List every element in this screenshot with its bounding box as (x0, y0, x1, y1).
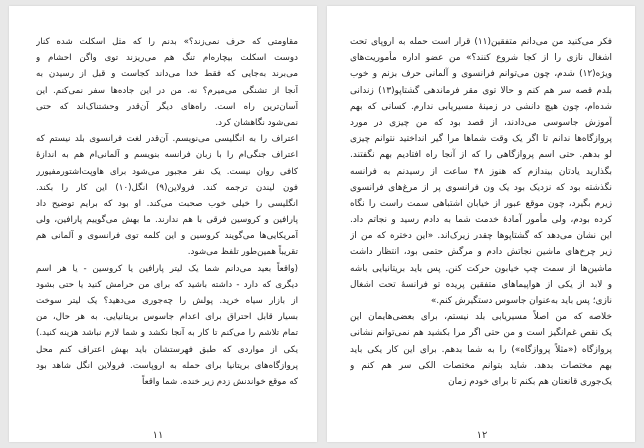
text-line: کرده بودم، ولی مأمور آمادهٔ خدمت شما به دادم رسید و نجاتم داد. (350, 215, 612, 226)
text-line: ویژه(۱۲) شدم، چون می‌توانم فرانسوی و آلمانی حرف بزنم و خوب (350, 69, 612, 80)
text-line: انگلیسی را خیلی خوب صحبت می‌کند. او بود که برایم توضیح داد (36, 198, 298, 209)
text-line: بلدم قصه سر هم کنم و حالا توی مقر فرماندهی گشتاپو(۱۳) زندانی (350, 85, 612, 96)
text-line: یک نقص غم‌انگیز است و من حتی اگر مرا بکشید هم نمی‌توانم نشانی (350, 328, 612, 339)
text-line: پروازگاه‌ها ندانم تا اگر یک وقت شماها مرا گیر انداختید نتوانم چیزی (350, 134, 612, 145)
text-line: آموزش جاسوسی می‌دادند، از قصد بود که من چیزی در مورد (350, 117, 612, 128)
text-line: اعتراف را به انگلیسی می‌نویسم. آن‌قدر لغت فرانسوی بلد نیستم که (36, 134, 298, 145)
text-line: از بازار سیاه خرید. پولش را چه‌جوری می‌دهید؟ یک لیتر سوخت (36, 296, 298, 306)
text-line: این نشان می‌دهد که گشتاپوها چقدر زیرک‌اند. «این دختره که من از (350, 231, 612, 242)
text-line: یکی از مواردی که طبق فهرستشان باید بهش اعتراف کنم محل (36, 344, 298, 355)
text-line: بسیار قابل احتراق برای اعدام جاسوس بریتانیایی. به هر حال، من (36, 312, 298, 323)
text-line: آسان‌ترین راه است. راه‌های دیگر آن‌قدر وحشتناک‌اند که حتی (36, 101, 298, 112)
text-line: بهم مختصات بدهد. شاید بتوانم مختصات الکی سر هم کنم و (350, 360, 612, 371)
text-line: پروازگاه‌های بریتانیا برای حمله به اروپاست. فرولاین انگل شاهد بود (36, 360, 298, 371)
text-line: آنجا از تشنگی می‌میرم؟ نه. من در این جاده‌ها سفر نمی‌کنم. این (36, 85, 298, 96)
page-number: ۱۲ (476, 430, 488, 441)
text-line: نگذشته بود که نزدیک بود یک ون فرانسوی پر از مرغ‌های فرانسوی (350, 182, 612, 193)
text-line: خلاصه که من اصلاً مسیریابی بلد نیستم، برای بعضی‌هایمان این (350, 312, 612, 323)
right-page (327, 6, 635, 442)
text-line: مقاومتی که حرف نمی‌زند؟» بدنم را که مثل اسکلت شده کنار (36, 37, 298, 47)
text-line: شده‌ام، چون هیچ دانشی در زمینهٔ مسیریابی ندارم. کسانی که بهم (350, 101, 612, 112)
text-line: نمی‌شود نگاهشان کرد. (215, 117, 298, 128)
text-line: آمریکایی‌ها می‌گویند کروسین و این کلمه توی فرانسوی و آلمانی هم (36, 231, 298, 242)
text-line: (واقعاً بعید می‌دانم شما یک لیتر پارافین یا کروسین - یا هر اسم (36, 263, 298, 274)
text-line: تقریباً همین‌طور تلفظ می‌شود. (187, 247, 298, 258)
text-line: زیر چرخ‌های ماشین نجاتش دادم و مرگش حتمی بود، انتظار داشت (350, 247, 612, 258)
text-line: اشغال نازی را از کجا شروع کنند؟» من عضو اداره مأموریت‌های (350, 53, 612, 64)
text-line: پارافین و کروسین فرقی با هم ندارند. ما بهش می‌گوییم پارافین، ولی (36, 215, 298, 226)
text-line: ماشین‌ها از سمت چپ خیابون حرکت کنن. پس باید بریتانیایی باشه (350, 263, 612, 274)
text-line: می‌برند به‌جایی که فقط خدا می‌داند کجاست و قبل از رسیدن به (36, 69, 298, 80)
text-line: فون لیندن ترجمه کند. فرولاین(۹) انگل(۱۰) این کار را بکند. (36, 182, 298, 193)
text-line: و لابد از یکی از هواپیماهای متفقین پریده تو فرانسهٔ تحت اشغال (350, 279, 612, 290)
text-line: دوست اسکلت بیچاره‌ام تنگ هم می‌ریزند توی واگن احشام و (36, 53, 298, 64)
left-page (9, 6, 317, 442)
text-line: پروازگاه («مثلاً پروازگاه») را به شما بدهم. برای این کار یکی باید (350, 344, 612, 355)
text-line: یک‌جوری قانعتان هم بکنم تا برای خودم زمان (448, 376, 612, 387)
text-line: که موقع خواندنش زدم زیر خنده. شما واقعاً (141, 376, 298, 387)
text-line: بگذارید یادتان بیندازم که هنوز ۴۸ ساعت از رسیدنم به فرانسه (350, 166, 612, 177)
text-line: نازی؛ پس باید به‌عنوان جاسوس دستگیرش کنم.» (430, 296, 612, 306)
page-text-block (36, 34, 298, 390)
text-line: دیگری که دارد - داشته باشید که برای من حرامش کنید یا حتی بشود (36, 279, 298, 290)
page-text-block (350, 34, 612, 390)
text-line: اعتراف جنگی‌ام را با زبان فرانسه بنویسم و آلمانی‌ام هم به اندازهٔ (36, 150, 298, 161)
text-line: تمام تلاشم را می‌کنم تا کار به آنجا نکشد و شما لازم نباشد هزینه کنید.) (36, 328, 298, 339)
text-line: کافی روان نیست. یک نفر مجبور می‌شود برای هاوپت‌اشتورمفیورر (36, 166, 298, 177)
text-line: زیرم بگیرد، چون موقع عبور از خیابان اشتباهی سمت راست را نگاه (350, 198, 612, 209)
page-number: ۱۱ (152, 430, 164, 441)
text-line: لو بدهم. حتی اسم پروازگاهی را که از آنجا راه افتادیم بهم نگفتند. (350, 150, 612, 161)
text-line: فکر می‌کنید من می‌دانم متفقین(۱۱) قرار است حمله به اروپای تحت (350, 37, 612, 47)
